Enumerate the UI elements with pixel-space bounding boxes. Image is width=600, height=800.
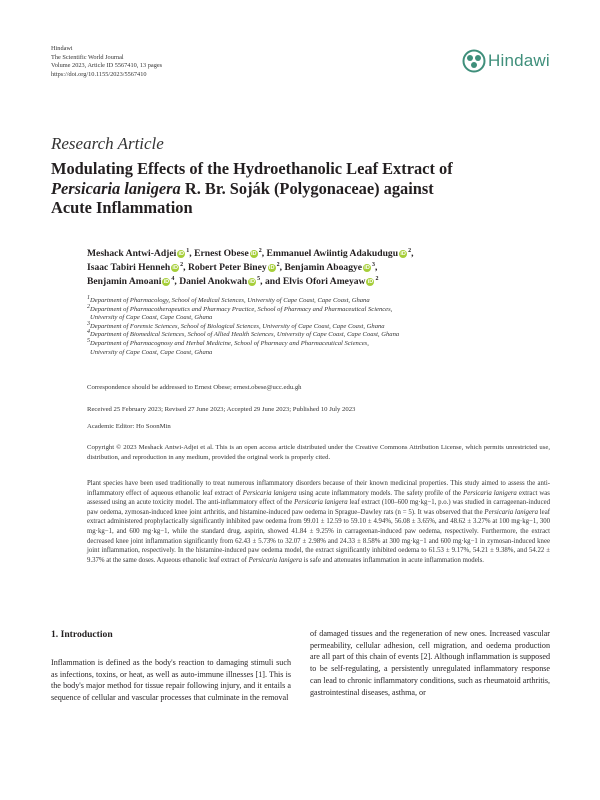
affiliation-number: 3	[87, 320, 90, 327]
author-affiliation-mark: 2	[258, 247, 262, 254]
affiliation	[87, 294, 557, 306]
volume-line: Volume 2023, Article ID 5567410, 13 pages	[51, 62, 163, 70]
author-affiliation-mark: 2	[180, 262, 184, 269]
author-affiliation-mark: 1	[186, 247, 190, 254]
orcid-icon[interactable]: iD	[400, 250, 406, 257]
orcid-icon[interactable]: iD	[364, 265, 370, 271]
affiliation-text: Department of Pharmacology, School of Medical Sciences, University of Cape Coast, Cape Coast, Ghana	[90, 297, 370, 304]
author-list	[87, 247, 557, 290]
abstract-text: is safe and attenuates inflammation in acute inflammation models.	[302, 556, 484, 564]
journal-name: The Scientific World Journal	[51, 53, 124, 61]
doi-link[interactable]: https://doi.org/10.1155/2023/5567410	[51, 70, 147, 78]
body-column-right: of damaged tissues and the regeneration of new ones. Increased vascular permeability, cellular adhesion, cell migration, and oedema production are all part of this chain of events [2]. Although inflammation is supposed to be self-regulating, a persistently unregulated inflammatory response can lead to chronic inflammatory conditions, such as rheumatoid arthritis, gastrointestinal diseases, asthma, or	[310, 629, 550, 697]
hindawi-logo-icon	[462, 49, 486, 73]
author-affiliation-mark: 4	[171, 276, 175, 283]
author-name[interactable]: Ernest Obese	[194, 248, 249, 259]
author-separator: ,	[375, 262, 378, 274]
affiliation-number: 4	[87, 329, 90, 336]
affiliation	[87, 303, 557, 315]
orcid-icon[interactable]: iD	[249, 279, 255, 286]
author-affiliation-mark: 2	[375, 276, 379, 283]
title-species: Persicaria lanigera	[51, 178, 181, 198]
abstract-species: Persicaria lanigera	[242, 489, 297, 497]
author-name[interactable]: Elvis Ofori Ameyaw	[282, 276, 366, 288]
affiliation-number: 5	[87, 337, 90, 344]
affiliation	[87, 314, 557, 323]
abstract-text: leaf extract administered prophylactically significantly inhibited paw oedema from 99.01 ± 12.59 to 59.10 ± 4.94%, 56.08 ± 3.65%, and 48.62 ± 3.27% at 100 mg·kg−1, 300 mg·kg−1, and 600 mg·kg−1, while the standard drug, aspirin, showed 41.84 ± 9.25% in carrageenan-induced paw oedema, respectively. Furthermore, the extract decreased knee joint inflammation significantly from 62.43 ± 5.73% to 32.07 ± 2.98% and 24.33 ± 8.58% at 300 mg·kg−1 and 600 mg·kg−1 in zymosan-induced knee joint inflammation, respectively. In the histamine-induced paw oedema model, the extract significantly inhibited oedema to 61.53 ± 9.17%, 54.21 ± 9.38%, and 54.22 ± 9.37% at the same doses. Aqueous ethanolic leaf extract of	[87, 508, 550, 564]
author-affiliation-mark: 3	[372, 262, 376, 269]
affiliation-number: 1	[87, 294, 90, 301]
publisher-name: Hindawi	[51, 45, 73, 52]
author-separator: ,	[411, 248, 414, 259]
affiliation	[87, 331, 557, 340]
author-name[interactable]: Benjamin Aboagye	[284, 262, 363, 274]
title-line-2-rest: R. Br. Soják (Polygonaceae) against	[180, 178, 434, 198]
author-name[interactable]: Meshack Antwi-Adjei	[87, 248, 177, 259]
author-conjunction: and	[264, 276, 281, 288]
academic-editor: Academic Editor: Ho SoonMin	[87, 423, 171, 430]
abstract-species: Persicaria lanigera	[248, 556, 302, 564]
abstract-text: leaf extract (100–600 mg·kg−1, p.o.) was studied in carrageenan-induced paw oedema, zymosan-induced knee joint arthritis, and histamine-induced paw oedema in Sprague–Dawley rats (n = 5). It was observed that the	[87, 499, 551, 516]
hindawi-logo-text: Hindawi	[488, 51, 550, 70]
hindawi-logo	[462, 45, 582, 83]
correspondence: Correspondence should be addressed to Ernest Obese; ernest.obese@ucc.edu.gh	[87, 384, 302, 391]
affiliation-text: Department of Pharmacognosy and Herbal Medicine, School of Pharmacy and Pharmaceutical Sciences,	[90, 339, 369, 347]
affiliation-text: Department of Forensic Sciences, School of Biological Sciences, University of Cape Coast, Cape Coast, Ghana	[90, 322, 385, 330]
author-separator: ,	[279, 262, 283, 274]
abstract-species: Persicaria lanigera	[294, 499, 348, 507]
author-name[interactable]: Robert Peter Biney	[187, 262, 267, 274]
affiliation-text: University of Cape Coast, Cape Coast, Ghana	[90, 348, 213, 356]
affiliation-number: 2	[87, 303, 90, 310]
author-line	[87, 275, 557, 289]
author-separator: ,	[174, 276, 177, 288]
section-heading: 1. Introduction	[51, 629, 113, 640]
orcid-icon[interactable]: iD	[163, 279, 170, 286]
affiliation-text: Department of Pharmacotherapeutics and Pharmacy Practice, School of Pharmacy and Pharmaceutical Sciences,	[90, 305, 393, 313]
abstract-species: Persicaria lanigera	[463, 489, 517, 497]
author-name[interactable]: Benjamin Amoani	[87, 276, 162, 288]
affiliation-text: University of Cape Coast, Cape Coast, Ghana	[90, 314, 213, 322]
author-name[interactable]: Daniel Anokwah	[179, 276, 248, 288]
author-separator: ,	[261, 248, 265, 259]
author-affiliation-mark: 5	[257, 276, 261, 283]
orcid-icon[interactable]: iD	[178, 250, 185, 257]
abstract-text: Plant species have been used traditionally to treat numerous inflammatory disorders because of their known medicinal properties. This study aimed to assess the anti-inflammatory effect of aqueous ethanolic leaf extract of	[87, 480, 550, 497]
author-name[interactable]: Isaac Tabiri Henneh	[87, 262, 171, 274]
affiliation	[87, 337, 557, 349]
author-affiliation-mark: 2	[408, 247, 412, 254]
author-affiliation-mark: 2	[276, 262, 280, 269]
publication-dates: Received 25 February 2023; Revised 27 June 2023; Accepted 29 June 2023; Published 10 July 2023	[87, 406, 356, 413]
orcid-icon[interactable]: iD	[367, 279, 374, 286]
article-type: Research Article	[51, 134, 164, 153]
orcid-icon[interactable]: iD	[172, 265, 178, 271]
abstract-species: Persicaria lanigera	[484, 508, 538, 516]
author-separator: ,	[189, 248, 192, 259]
abstract	[87, 479, 550, 565]
affiliation-text: Department of Biomedical Sciences, School of Allied Health Sciences, University of Cape Coast, Cape Coast, Ghana	[90, 331, 400, 339]
orcid-icon[interactable]: iD	[250, 250, 257, 257]
author-name[interactable]: Emmanuel Awiintig Adakudugu	[266, 248, 399, 259]
orcid-icon[interactable]: iD	[268, 265, 275, 271]
article-title	[51, 159, 551, 218]
author-separator: ,	[260, 276, 263, 288]
title-line-3: Acute Inflammation	[51, 198, 193, 217]
abstract-text: extract was assessed using an acute toxicity model. The anti-inflammatory effect of the	[87, 489, 550, 507]
body-column-left: Inflammation is defined as the body's reaction to damaging stimuli such as infections, toxins, or heat, as well as auto-immune illnesses [1]. This is the body's major method for tissue repair following injury, and it entails a sequence of cellular and vascular processes that culminate in the removal	[51, 658, 291, 703]
abstract-text: using acute inflammatory models. The safety profile of the	[296, 489, 464, 497]
author-separator: ,	[183, 262, 186, 274]
author-line	[87, 261, 557, 275]
copyright-notice: Copyright © 2023 Meshack Antwi-Adjei et al. This is an open access article distributed under the Creative Commons Attribution License, which permits unrestricted use, distribution, and reproduction in any medium, provided the original work is properly cited.	[87, 444, 550, 461]
affiliation	[87, 349, 557, 358]
title-line-1: Modulating Effects of the Hydroethanolic Leaf Extract of	[51, 159, 453, 178]
title-line-2	[51, 179, 551, 199]
affiliation-list	[87, 294, 557, 357]
journal-meta	[51, 45, 162, 79]
author-line	[87, 247, 557, 261]
